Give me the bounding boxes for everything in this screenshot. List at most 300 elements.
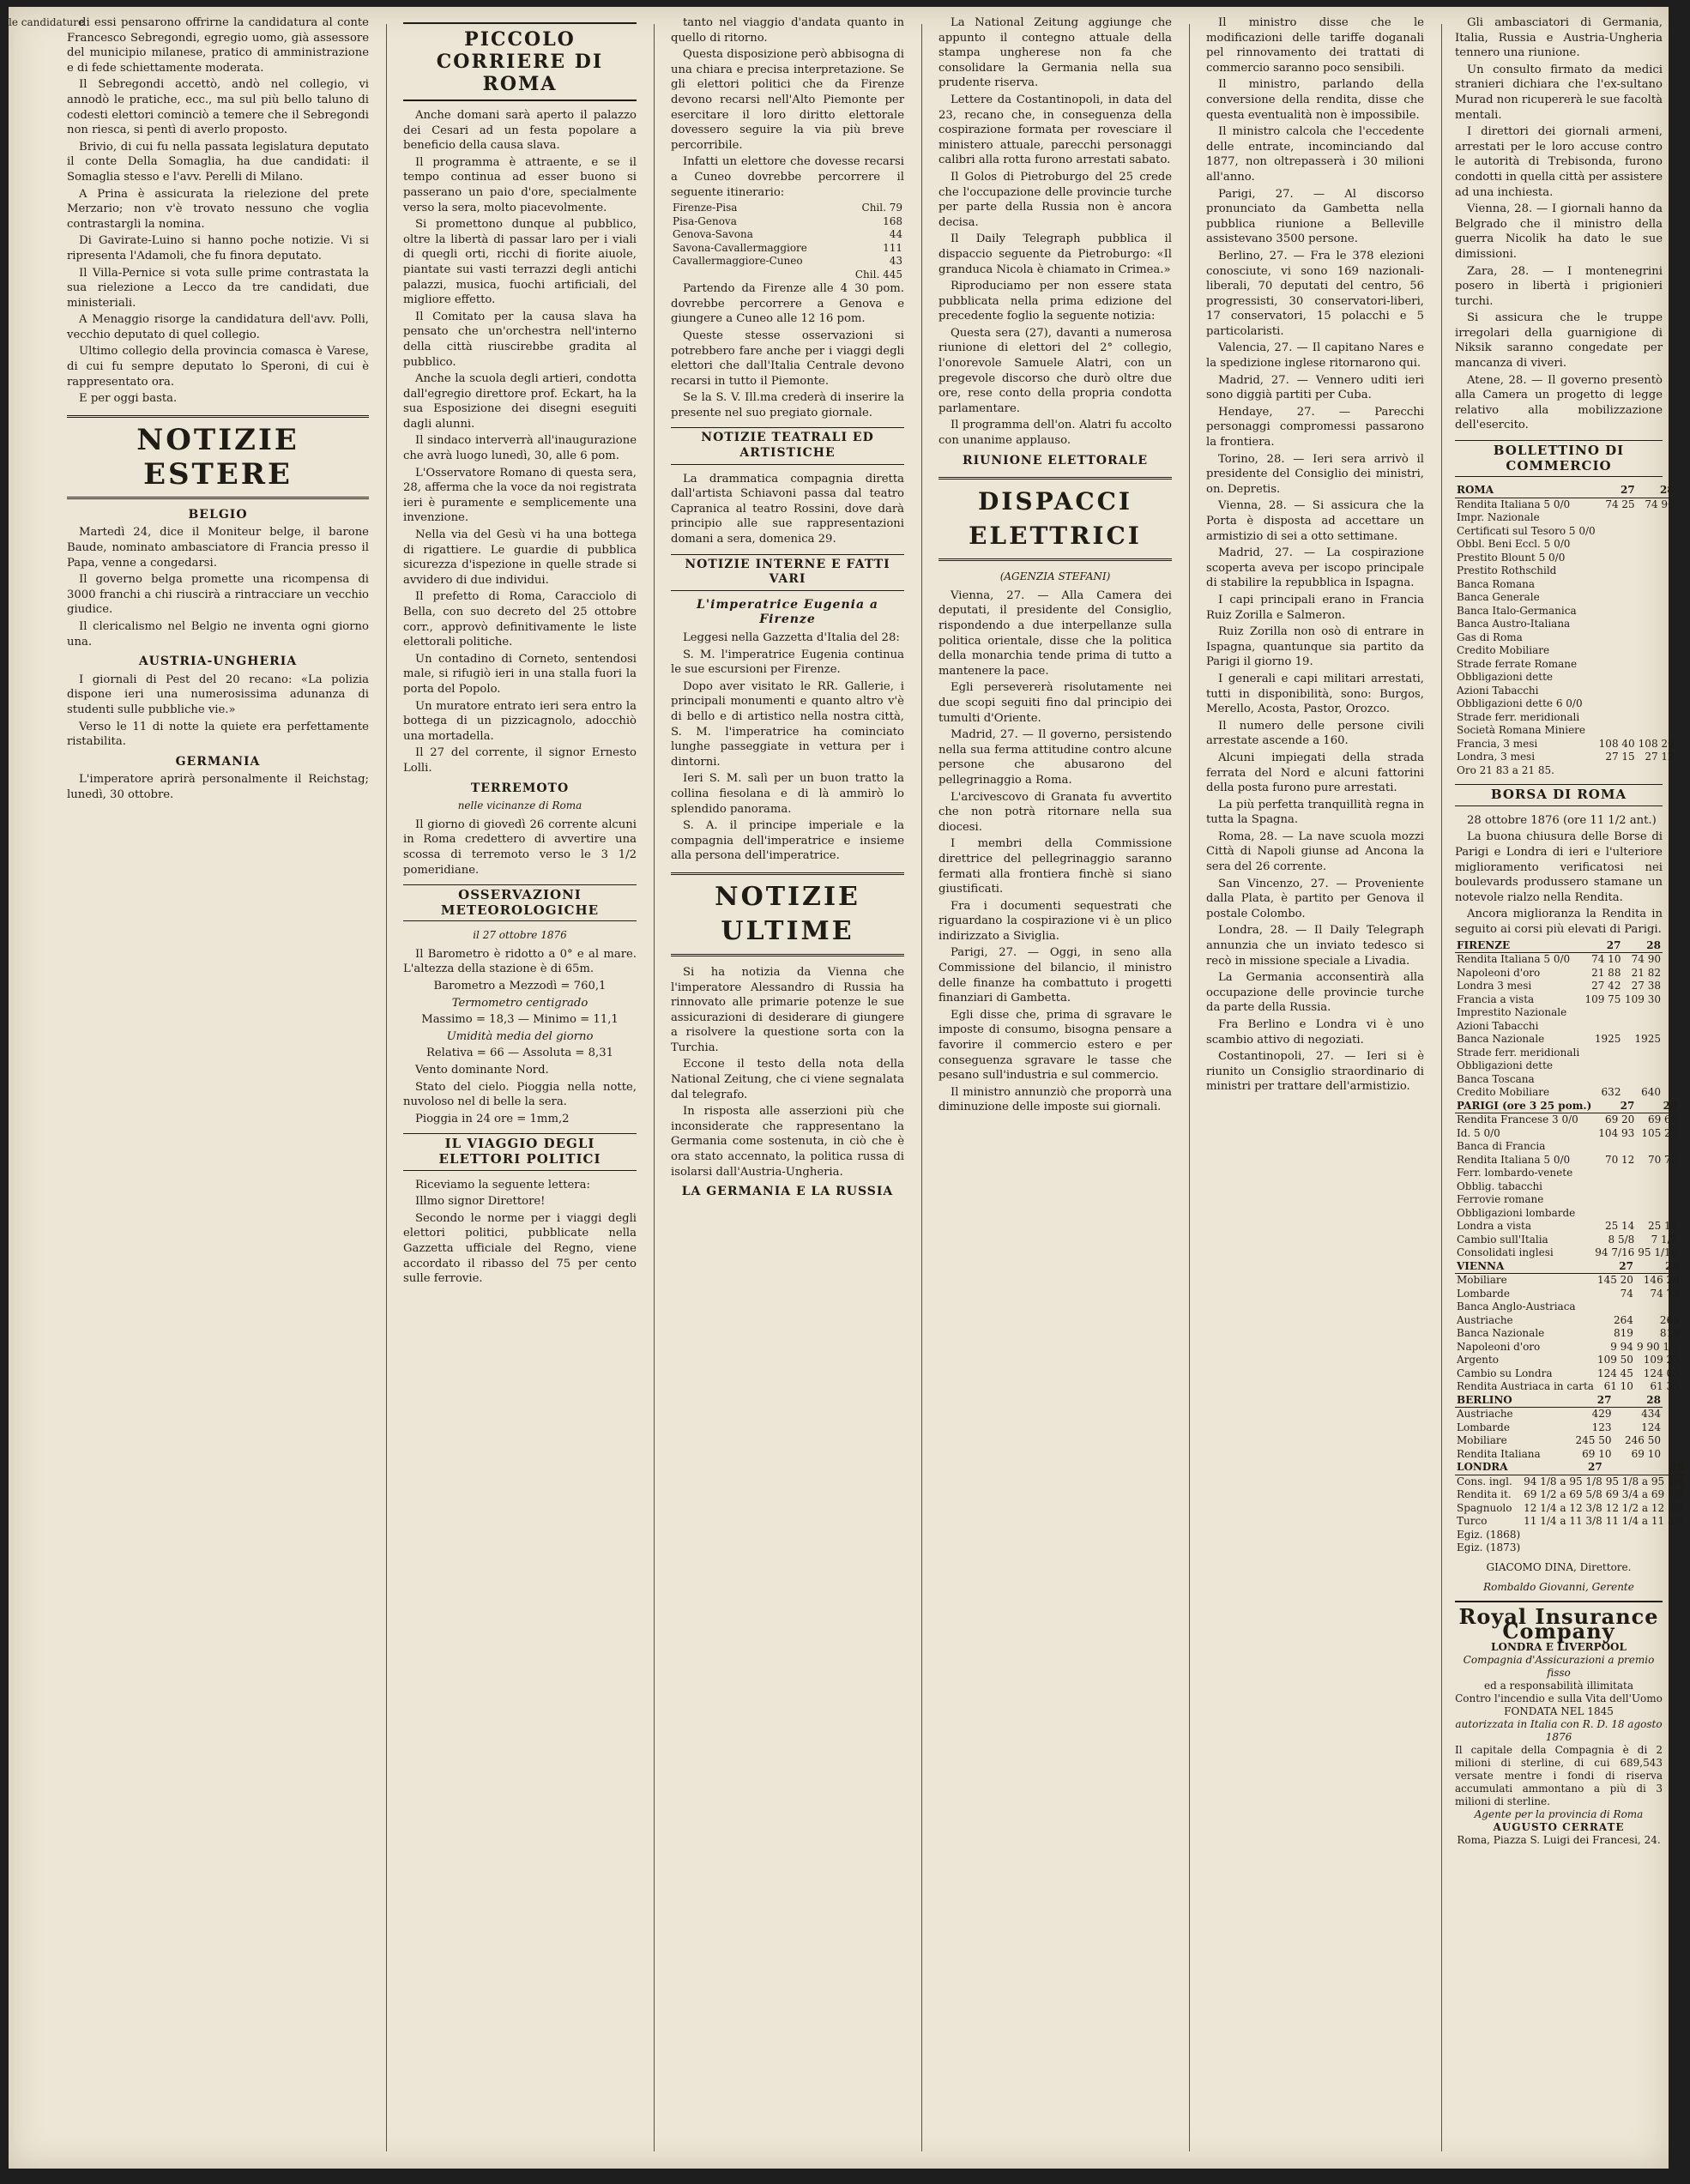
- table-cell: 43: [889, 255, 902, 268]
- table-cell: Banca Romana: [1457, 577, 1536, 590]
- table-header-row: [1455, 1394, 1663, 1408]
- table-cell: [1583, 1047, 1623, 1060]
- table-cell: [1636, 1140, 1679, 1154]
- heading-notizie-interne: NOTIZIE INTERNE E FATTI VARI: [671, 554, 904, 591]
- table-cell: Chil. 79: [861, 202, 902, 214]
- paragraph: Il governo belga promette una ricompensa di 3000 franchi a chi riuscirà a rintracciare un vecchio giudice.: [67, 573, 369, 617]
- table-cell: [1637, 552, 1676, 565]
- paragraph: La buona chiusura delle Borse di Parigi e Londra di ieri e l'ulteriore miglioramento verificatosi nei boulevards produssero stamane un notevole rialzo nella Rendita.: [1455, 830, 1663, 904]
- table-cell: [1637, 564, 1676, 578]
- paragraph: La Germania acconsentirà alla occupazione delle provincie turche da parte della Russia.: [1206, 971, 1424, 1015]
- column-5: [1194, 15, 1436, 2160]
- table-cell: Obbligazioni dette: [1457, 671, 1554, 684]
- paragraph: Questa disposizione però abbisogna di una chiara e precisa interpretazione. Se gli elettori politici che da Firenze devono recarsi nell'Alto Piemonte per esercitare il loro diritto elettorale dovessero seguire la via più breve percorribile.: [671, 48, 904, 152]
- table-header-cell: 27: [1522, 1461, 1604, 1475]
- paragraph: Eccone il testo della nota della National Zeitung, che ci viene segnalata dal telegrafo.: [671, 1058, 904, 1101]
- table-cell: 27 38: [1631, 980, 1661, 992]
- table-cell: 9 90 1/2: [1636, 1340, 1680, 1353]
- table-row: [671, 202, 904, 215]
- table-cell: [1597, 671, 1637, 685]
- paragraph: Anche domani sarà aperto il palazzo dei Cesari ad un festa popolare a beneficio della causa slava.: [403, 109, 637, 153]
- table-cell: [1522, 1529, 1604, 1542]
- table-cell: Cambio sull'Italia: [1457, 1233, 1548, 1246]
- table-cell: [1597, 658, 1637, 672]
- table-cell: 74 10: [1591, 953, 1621, 966]
- table-cell: [671, 268, 842, 282]
- table-row: [1455, 605, 1676, 618]
- table-cell: Azioni Tabacchi: [1457, 684, 1539, 697]
- table-row: [671, 255, 904, 268]
- paragraph: I direttori dei giornali armeni, arrestati per le loro accuse contro le autorità di Trebisonda, furono condotti in quella città per assistere ad una inchiesta.: [1455, 125, 1663, 199]
- paragraph: Il Villa-Pernice si vota sulle prime contrastata la sua rielezione a Lecco da tre candidati, due ministeriali.: [67, 266, 369, 310]
- table-cell: [1593, 1180, 1636, 1194]
- table-cell: Banca Toscana: [1457, 1072, 1535, 1085]
- ad-agente: Agente per la provincia di Roma: [1474, 1807, 1644, 1820]
- paragraph: Brivio, di cui fu nella passata legislatura deputato il conte Della Somaglia, ha due candidati: il Somaglia stesso e l'avv. Perelli di Milano.: [67, 140, 369, 184]
- paragraph: Riproduciamo per non essere stata pubblicata nella prima edizione del precedente foglio la seguente notizia:: [939, 280, 1172, 323]
- table-cell: 27 12: [1645, 751, 1675, 763]
- table-row: [1455, 1033, 1663, 1047]
- table-row: [1455, 1113, 1679, 1127]
- table-row: [1455, 1488, 1686, 1502]
- londra-table: [1455, 1461, 1686, 1555]
- table-cell: 69 20: [1604, 1113, 1635, 1126]
- paragraph: Ancora miglioranza la Rendita in seguito ai corsi più elevati di Parigi.: [1455, 908, 1663, 936]
- table-row: [671, 242, 904, 256]
- table-cell: Gas di Roma: [1457, 630, 1523, 643]
- table-cell: Impr. Nazionale: [1457, 511, 1540, 524]
- table-cell: Pisa-Genova: [673, 214, 737, 227]
- table-cell: Londra 3 mesi: [1457, 980, 1532, 992]
- table-row: [1455, 1234, 1679, 1247]
- table-cell: 94 1/8 a 95 1/8: [1524, 1475, 1602, 1487]
- paragraph: Il prefetto di Roma, Caracciolo di Bella, con suo decreto del 25 ottobre corr., approvò definitivamente le liste elettorali politiche.: [403, 590, 637, 649]
- paragraph: Fra Berlino e Londra vi è uno scambio attivo di negoziati.: [1206, 1018, 1424, 1047]
- paragraph: Parigi, 27. — Oggi, in seno alla Commissione del bilancio, il ministro delle finanze ha combattuto i progetti finanziari di Gambetta.: [939, 946, 1172, 1005]
- heading-piccolo-corriere: PICCOLO CORRIERE DI ROMA: [403, 22, 637, 101]
- table-row: [1455, 1541, 1686, 1555]
- table-row: [1455, 538, 1676, 552]
- paragraph: Madrid, 27. — Vennero uditi ieri sono diggià partiti per Cuba.: [1206, 373, 1424, 402]
- table-cell: Prestito Blount 5 0/0: [1457, 551, 1566, 564]
- table-cell: [1597, 511, 1637, 525]
- table-cell: Rendita Italiana 5 0/0: [1457, 1153, 1571, 1166]
- germania-text: [67, 772, 369, 802]
- paragraph: Il Golos di Pietroburgo del 25 crede che l'occupazione delle provincie turche per parte della Russia non è ancora decisa.: [939, 170, 1172, 229]
- table-cell: Rendita it.: [1457, 1488, 1512, 1501]
- table-cell: 124 05: [1643, 1367, 1680, 1379]
- column-6: [1446, 15, 1685, 2160]
- table-header-cell: PARIGI (ore 3 25 pom.): [1457, 1099, 1592, 1112]
- table-cell: Londra, 3 mesi: [1457, 751, 1536, 763]
- heading-dispacci: DISPACCI ELETTRICI: [939, 477, 1172, 561]
- vienna-table: [1455, 1260, 1681, 1394]
- table-row: [1455, 685, 1676, 698]
- paragraph: Martedì 24, dice il Moniteur belge, il barone Baude, nominato ambasciatore di Francia presso il Papa, venne a congedarsi.: [67, 526, 369, 570]
- table-cell: Savona-Cavallermaggiore: [673, 241, 807, 254]
- newspaper-page: [9, 7, 1685, 2169]
- paragraph: Ruiz Zorilla non osò di entrare in Ispagna, quantunque sia partito da Parigi il giorno 19.: [1206, 625, 1424, 669]
- table-cell: Londra a vista: [1457, 1220, 1532, 1233]
- table-cell: Certificati sul Tesoro 5 0/0: [1457, 524, 1596, 537]
- table-row: [1455, 631, 1676, 645]
- table-row: [1455, 525, 1676, 539]
- table-cell: 74 90: [1645, 498, 1675, 510]
- borsa-text: [1455, 813, 1663, 938]
- paragraph: Si promettono dunque al pubblico, oltre la libertà di passar laro per i viali di quegli orti, ricchi di fiorite aiuole, piantate sui vasti terrazzi degli antichi palazzi, musica, fuochi artificiali, del migliore effetto.: [403, 218, 637, 307]
- table-header-cell: 28: [1637, 484, 1676, 498]
- table-cell: Spagnuolo: [1457, 1501, 1512, 1514]
- paragraph: Berlino, 27. — Fra le 378 elezioni conosciute, vi sono 169 nazionali-liberali, 70 deputati del centro, 56 progressisti, 30 conservatori-liberi, 17 conservatori, 15 polacchi e 5 particolaristi.: [1206, 249, 1424, 338]
- table-cell: 27 42: [1591, 980, 1621, 992]
- paragraph: Se la S. V. Ill.ma crederà di inserire la presente nel suo pregiato giornale.: [671, 391, 904, 419]
- table-row: [1455, 1408, 1663, 1421]
- table-cell: 94 7/16: [1595, 1246, 1635, 1259]
- table-row: [1455, 993, 1663, 1007]
- paragraph: Il 27 del corrente, il signor Ernesto Lolli.: [403, 746, 637, 775]
- table-cell: [1597, 538, 1637, 552]
- table-cell: 74 25: [1605, 498, 1635, 510]
- table-cell: Napoleoni d'oro: [1457, 1340, 1541, 1353]
- paragraph: Hendaye, 27. — Parecchi personaggi compromessi passarono la frontiera.: [1206, 405, 1424, 449]
- table-header-row: [1455, 484, 1676, 498]
- paragraph: di essi pensarono offrirne la candidatura al conte Francesco Sebregondi, egregio uomo, già assessore del municipio milanese, pratico di amministrazione e di fede schiettamente moderata.: [67, 16, 369, 75]
- paragraph: Il Comitato per la causa slava ha pensato che un'orchestra nell'interno della città riuscirebbe gradita al pubblico.: [403, 310, 637, 369]
- belgio-text: [67, 525, 369, 649]
- direttore: GIACOMO DINA, Direttore.: [1486, 1560, 1632, 1573]
- table-cell: Azioni Tabacchi: [1457, 1019, 1539, 1032]
- table-cell: [1597, 711, 1637, 725]
- table-cell: [1583, 1006, 1623, 1020]
- table-cell: 145 20: [1596, 1274, 1633, 1287]
- paragraph: Il sindaco interverrà all'inaugurazione che avrà luogo lunedì, 30, alle 6 pom.: [403, 434, 637, 463]
- table-cell: 124: [1641, 1421, 1661, 1433]
- table-row: [671, 228, 904, 242]
- table-row: [1455, 953, 1663, 967]
- ad-agente-name: AUGUSTO CERRATE: [1493, 1820, 1625, 1833]
- paragraph: I capi principali erano in Francia Ruiz Zorilla e Salmeron.: [1206, 593, 1424, 622]
- table-header-cell: 27: [1593, 1100, 1636, 1113]
- table-cell: Ferrovie romane: [1457, 1193, 1544, 1206]
- table-cell: [1637, 697, 1676, 711]
- paragraph: Gli ambasciatori di Germania, Italia, Russia e Austria-Ungheria tennero una riunione.: [1455, 16, 1663, 60]
- table-cell: 25 14: [1604, 1220, 1635, 1233]
- table-cell: [1597, 605, 1637, 618]
- table-cell: 69 3/4 a 69 7/8: [1605, 1488, 1685, 1501]
- paragraph: L'arcivescovo di Granata fu avvertito che non potrà ritornare nella sua diocesi.: [939, 790, 1172, 834]
- table-cell: 95 1/8 a 95 1/4: [1605, 1475, 1685, 1487]
- paragraph: Il ministro, parlando della conversione della rendita, disse che questa eventualità non è impossibile.: [1206, 78, 1424, 122]
- table-row: [1455, 1448, 1663, 1462]
- table-cell: [1637, 591, 1676, 605]
- table-cell: [1597, 724, 1637, 738]
- paragraph: Si assicura che le truppe irregolari della guarnigione di Niksik saranno congedate per mancanza di viveri.: [1455, 311, 1663, 371]
- ultime-text: [671, 965, 904, 1179]
- table-row: [1455, 1300, 1681, 1314]
- paragraph: Lettere da Costantinopoli, in data del 23, recano che, in conseguenza della cospirazione formata per rovesciare il ministero attuale, parecchi personaggi calibri alla rotta furono arrestati sabato.: [939, 93, 1172, 167]
- table-cell: 21 82: [1631, 966, 1661, 979]
- table-cell: 69 10: [1582, 1447, 1612, 1460]
- table-cell: 246 50: [1625, 1434, 1661, 1447]
- table-header-cell: BERLINO: [1455, 1394, 1564, 1408]
- paragraph: A Prina è assicurata la rielezione del prete Merzario; non v'è trovato nessuno che voglia contrastargli la nomina.: [67, 187, 369, 231]
- heading-viaggio: IL VIAGGIO DEGLI ELETTORI POLITICI: [403, 1133, 637, 1170]
- ad-divider: [1455, 1601, 1663, 1602]
- table-row: [1455, 1314, 1681, 1328]
- table-cell: 108 20: [1638, 737, 1675, 750]
- table-cell: [1597, 564, 1637, 578]
- table-cell: [1597, 552, 1637, 565]
- table-cell: 12 1/4 a 12 3/8: [1524, 1501, 1602, 1514]
- table-cell: 12 1/2 a 12 5/8: [1605, 1501, 1685, 1514]
- table-cell: [1637, 631, 1676, 645]
- paragraph: S. M. l'imperatrice Eugenia continua le sue escursioni per Firenze.: [671, 648, 904, 677]
- table-cell: Firenze-Pisa: [673, 202, 738, 214]
- heading-terremoto: TERREMOTO: [470, 781, 570, 795]
- table-cell: [1622, 1047, 1663, 1060]
- table-cell: [1637, 644, 1676, 658]
- heading-osservazioni: OSSERVAZIONI METEOROLOGICHE: [403, 884, 637, 921]
- paragraph: Si ha notizia da Vienna che l'imperatore Alessandro di Russia ha rinnovato alle primarie potenze le sue assicurazioni di desiderare di giungere a risolvere la questione sorta con la Turchia.: [671, 965, 904, 1054]
- table-cell: 632: [1601, 1086, 1621, 1099]
- table-cell: Rendita Austriaca in carta: [1457, 1380, 1594, 1393]
- dispacci-text: [939, 588, 1172, 1115]
- table-cell: Napoleoni d'oro: [1457, 966, 1541, 979]
- table-cell: Strade ferr. meridionali: [1457, 710, 1580, 723]
- ad-city: LONDRA E LIVERPOOL: [1491, 1640, 1627, 1653]
- ad-autorizzata: autorizzata in Italia con R. D. 18 agosto 1876: [1455, 1717, 1663, 1743]
- table-cell: Rendita Italiana 5 0/0: [1457, 953, 1571, 966]
- table-cell: 69 65: [1647, 1113, 1678, 1126]
- ad-capitale: Il capitale della Compagnia è di 2 milioni di sterline, di cui 689,543 versate mentre i fondi di riserva accumulati ammontano a più di 3 milioni di sterline.: [1455, 1743, 1663, 1807]
- table-cell: Austriache: [1457, 1313, 1513, 1326]
- table-cell: Banca Austro-Italiana: [1457, 618, 1571, 630]
- itinerario-table: [671, 202, 904, 281]
- table-cell: Lombarde: [1457, 1421, 1510, 1433]
- paragraph: Madrid, 27. — Il governo, persistendo nella sua ferma attitudine contro alcune persone che abusarono del pellegrinaggio a Roma.: [939, 728, 1172, 787]
- paragraph: Un muratore entrato ieri sera entro la bottega di un pizzicagnolo, adocchiò una mortadella.: [403, 699, 637, 743]
- table-cell: [1637, 685, 1676, 698]
- table-cell: 168: [883, 214, 902, 227]
- table-row: [1455, 1421, 1663, 1435]
- table-row: [1455, 498, 1676, 511]
- paragraph: Egli disse che, prima di sgravare le imposte di consumo, bisogna pensare a favorire il commercio estero e per conseguenza sgravare le tasse che pesano sull'industria e sul commercio.: [939, 1008, 1172, 1083]
- table-cell: 429: [1591, 1408, 1612, 1421]
- ad-subtitle: Compagnia d'Assicurazioni a premio fisso: [1463, 1653, 1655, 1679]
- table-cell: Austriache: [1457, 1408, 1513, 1421]
- table-cell: [1593, 1140, 1636, 1154]
- table-cell: Genova-Savona: [673, 228, 753, 241]
- table-row: [1455, 1515, 1686, 1529]
- firenze-table: [1455, 939, 1663, 1100]
- bollettino-table: [1455, 484, 1676, 777]
- table-cell: [1636, 1193, 1679, 1207]
- table-cell: [1637, 525, 1676, 539]
- table-row: [1455, 1006, 1663, 1020]
- column-rule: [386, 24, 387, 2151]
- table-row: [1455, 1327, 1681, 1341]
- table-cell: [1637, 605, 1676, 618]
- table-cell: Egiz. (1868): [1457, 1528, 1521, 1541]
- paragraph: Secondo le norme per i viaggi degli elettori politici, pubblicate nella Gazzetta ufficiale del Regno, viene accordato il ribasso del 75 per cento sulle ferrovie.: [403, 1211, 637, 1286]
- paragraph: Queste stesse osservazioni si potrebbero fare anche per i viaggi degli elettori che dall'Italia Centrale devono recarsi in tutto il Piemonte.: [671, 329, 904, 388]
- paragraph: Partendo da Firenze alle 4 30 pom. dovrebbe percorrere a Genova e giungere a Cuneo alle 12 16 pom.: [671, 282, 904, 326]
- paragraph: E per oggi basta.: [79, 392, 178, 406]
- column-rule: [654, 24, 655, 2151]
- column-4-text: [939, 15, 1172, 449]
- table-cell: [1637, 578, 1676, 592]
- table-cell: 108 40: [1598, 737, 1635, 750]
- table-row: [1455, 1020, 1663, 1034]
- paragraph: Il giorno di giovedì 26 corrente alcuni in Roma credettero di avvertire una scossa di terremoto verso le 3 1/2 pomeridiane.: [403, 817, 637, 877]
- table-cell: 123: [1591, 1421, 1612, 1433]
- table-cell: 1925: [1634, 1033, 1661, 1046]
- paragraph: Illmo signor Direttore!: [415, 1195, 546, 1209]
- paragraph: S. A. il principe imperiale e la compagnia dell'imperatrice e insieme alla persona dell'imperatrice.: [671, 819, 904, 863]
- table-row: [1455, 1246, 1679, 1260]
- table-row: [1455, 764, 1676, 778]
- table-row: [1455, 1154, 1679, 1167]
- table-cell: Cons. ingl.: [1457, 1475, 1512, 1487]
- ad-title: Royal Insurance Company: [1458, 1603, 1659, 1644]
- table-cell: Francia, 3 mesi: [1457, 737, 1538, 750]
- paragraph: Il ministro calcola che l'eccedente delle entrate, incominciando dal 1877, non oltrepasserà i 30 milioni all'anno.: [1206, 125, 1424, 184]
- table-row: [1455, 1434, 1663, 1448]
- table-cell: 74: [1620, 1287, 1633, 1300]
- table-header-cell: 28: [1635, 1260, 1681, 1274]
- table-cell: Banca Anglo-Austriaca: [1457, 1300, 1576, 1313]
- table-cell: [1637, 538, 1676, 552]
- paragraph: Parigi, 27. — Al discorso pronunciato da Gambetta nella pubblica riunione a Belleville assistevano 3500 persone.: [1206, 187, 1424, 246]
- table-cell: Francia a vista: [1457, 992, 1535, 1005]
- paragraph: I giornali di Pest del 20 recano: «La polizia dispone ieri una numerosissima adunanza di studenti sulle pubbliche vie.»: [67, 673, 369, 716]
- paragraph: Il Daily Telegraph pubblica il dispaccio seguente da Pietroburgo: «Il granduca Nicola è chiamato in Crimea.»: [939, 232, 1172, 276]
- table-row: [1455, 738, 1676, 751]
- table-cell: [1637, 724, 1676, 738]
- table-cell: [1637, 764, 1676, 778]
- stato-cielo-text: Stato del cielo. Pioggia nella notte, nuvoloso nel di belle la sera.: [403, 1080, 637, 1109]
- heading-borsa: BORSA DI ROMA: [1455, 784, 1663, 806]
- table-header-cell: 28: [1636, 1100, 1679, 1113]
- subheading-terremoto: nelle vicinanze di Roma: [457, 799, 582, 812]
- paragraph: Verso le 11 di notte la quiete era perfettamente ristabilita.: [67, 720, 369, 749]
- table-row: [1455, 1140, 1679, 1154]
- table-header-cell: LONDRA: [1455, 1461, 1522, 1475]
- subheading-belgio: BELGIO: [188, 507, 248, 522]
- table-row: [1455, 564, 1676, 578]
- table-cell: 70 12: [1604, 1153, 1635, 1166]
- table-row: [1455, 1274, 1681, 1288]
- subheading-agenzia: (AGENZIA STEFANI): [999, 570, 1111, 583]
- table-cell: Argento: [1457, 1354, 1499, 1367]
- table-cell: Banca Nazionale: [1457, 1327, 1545, 1340]
- table-cell: 1925: [1594, 1033, 1621, 1046]
- table-cell: 9 94: [1610, 1340, 1633, 1353]
- pioggia-text: Pioggia in 24 ore = 1mm,2: [415, 1112, 570, 1125]
- terremoto-text: [403, 817, 637, 878]
- table-row: [1455, 1059, 1663, 1073]
- paragraph: L'imperatore aprirà personalmente il Reichstag; lunedì, 30 ottobre.: [67, 773, 369, 801]
- paragraph: Valencia, 27. — Il capitano Nares e la spedizione inglese ritornarono qui.: [1206, 341, 1424, 371]
- column-1: [55, 15, 381, 2160]
- table-cell: 640: [1641, 1086, 1661, 1099]
- column-2-text: [403, 108, 637, 776]
- paragraph: Dopo aver visitato le RR. Gallerie, i principali monumenti e quanto altro v'è di bello e di artistico nella nostra città, S. M. l'imperatrice ha cominciato lunghe passeggiate in vettura per i dintorni.: [671, 679, 904, 769]
- table-cell: [1636, 1167, 1679, 1180]
- paragraph: Egli persevererà risolutamente nei due scopi seguiti fino dal principio dei tumulti d'Oriente.: [939, 681, 1172, 725]
- table-cell: 44: [889, 228, 902, 241]
- table-cell: [1597, 644, 1637, 658]
- paragraph: I membri della Commissione direttrice del pellegrinaggio saranno fermati alla frontiera finchè si siano giustificati.: [939, 837, 1172, 896]
- table-cell: [1597, 764, 1637, 778]
- table-cell: 124 45: [1596, 1367, 1633, 1379]
- itinerario-total: Chil. 445: [854, 268, 902, 281]
- table-cell: 434: [1641, 1408, 1661, 1421]
- table-row: [1455, 1086, 1663, 1100]
- table-header-row: [1455, 1461, 1686, 1475]
- table-header-cell: 28: [1622, 939, 1663, 953]
- table-cell: [1583, 1059, 1623, 1073]
- column-3: [659, 15, 916, 2160]
- column-3-text: [671, 15, 904, 420]
- table-row: [1455, 1207, 1679, 1221]
- column-rule: [921, 24, 922, 2151]
- table-cell: Obbligazioni dette 6 0/0: [1457, 697, 1583, 710]
- table-header-cell: 27: [1564, 1394, 1613, 1408]
- table-cell: Obblig. tabacchi: [1457, 1179, 1543, 1192]
- table-cell: [1622, 1006, 1663, 1020]
- table-cell: 265: [1659, 1313, 1680, 1326]
- table-cell: Imprestito Nazionale: [1457, 1006, 1567, 1019]
- paragraph: Il programma è attraente, e se il tempo continua ad esser buono si passerano un paio d'ore, specialmente verso la sera, molto piacevolmente.: [403, 155, 637, 214]
- table-cell: [1604, 1529, 1687, 1542]
- column-6-text: [1455, 15, 1663, 433]
- heading-notizie-estere: NOTIZIE ESTERE: [67, 415, 369, 499]
- table-row-total: [671, 268, 904, 282]
- paragraph: La drammatica compagnia diretta dall'artista Schiavoni passa dal teatro Capranica al teatro Rossini, dove darà principio alle sue rappresentazioni domani a sera, domenica 29.: [671, 472, 904, 546]
- table-cell: Lombarde: [1457, 1287, 1510, 1300]
- paragraph: Alcuni impiegati della strada ferrata del Nord e alcuni fattorini della posta furono pure arrestati.: [1206, 751, 1424, 795]
- table-row: [1455, 967, 1663, 980]
- column-rule: [1441, 24, 1442, 2151]
- paragraph: 28 ottobre 1876 (ore 11 1/2 ant.): [1467, 813, 1657, 827]
- ad-fondata: FONDATA NEL 1845: [1504, 1704, 1614, 1717]
- table-row: [1455, 1341, 1681, 1354]
- table-header-cell: FIRENZE: [1455, 939, 1583, 953]
- table-cell: Rendita Francese 3 0/0: [1457, 1113, 1578, 1126]
- paragraph: tanto nel viaggio d'andata quanto in quello di ritorno.: [671, 16, 904, 45]
- table-cell: [1583, 1020, 1623, 1034]
- table-row: [1455, 578, 1676, 592]
- table-row: [1455, 1127, 1679, 1141]
- table-header-cell: 27: [1597, 484, 1637, 498]
- table-cell: Banca di Francia: [1457, 1140, 1546, 1153]
- ad-resp: ed a responsabilità illimitata: [1483, 1679, 1634, 1692]
- table-cell: [1522, 1541, 1604, 1555]
- column-4: [926, 15, 1184, 2160]
- osservazioni-date: il 27 ottobre 1876: [473, 929, 567, 942]
- paragraph: Ultimo collegio della provincia comasca è Varese, di cui fu sempre deputato lo Speroni, di cui è rappresentato ora.: [67, 345, 369, 389]
- table-cell: [1636, 1180, 1679, 1194]
- table-row: [1455, 591, 1676, 605]
- paragraph: L'Osservatore Romano di questa sera, 28, afferma che la voce da noi registrata ieri è puramente e semplicemente una invenzione.: [403, 466, 637, 525]
- table-cell: 819: [1659, 1327, 1680, 1340]
- paragraph: Roma, 28. — La nave scuola mozzi Città di Napoli giunse ad Ancona la sera del 26 corrente.: [1206, 830, 1424, 874]
- table-row: [1455, 1502, 1686, 1516]
- paragraph: Londra, 28. — Il Daily Telegraph annunzia che un inviato tedesco si recò in missione speciale a Livadia.: [1206, 924, 1424, 968]
- table-cell: Mobiliare: [1457, 1274, 1507, 1287]
- paragraph: Un contadino di Corneto, sentendosi male, si rifugiò ieri in una stalla fuori la porta del Popolo.: [403, 652, 637, 696]
